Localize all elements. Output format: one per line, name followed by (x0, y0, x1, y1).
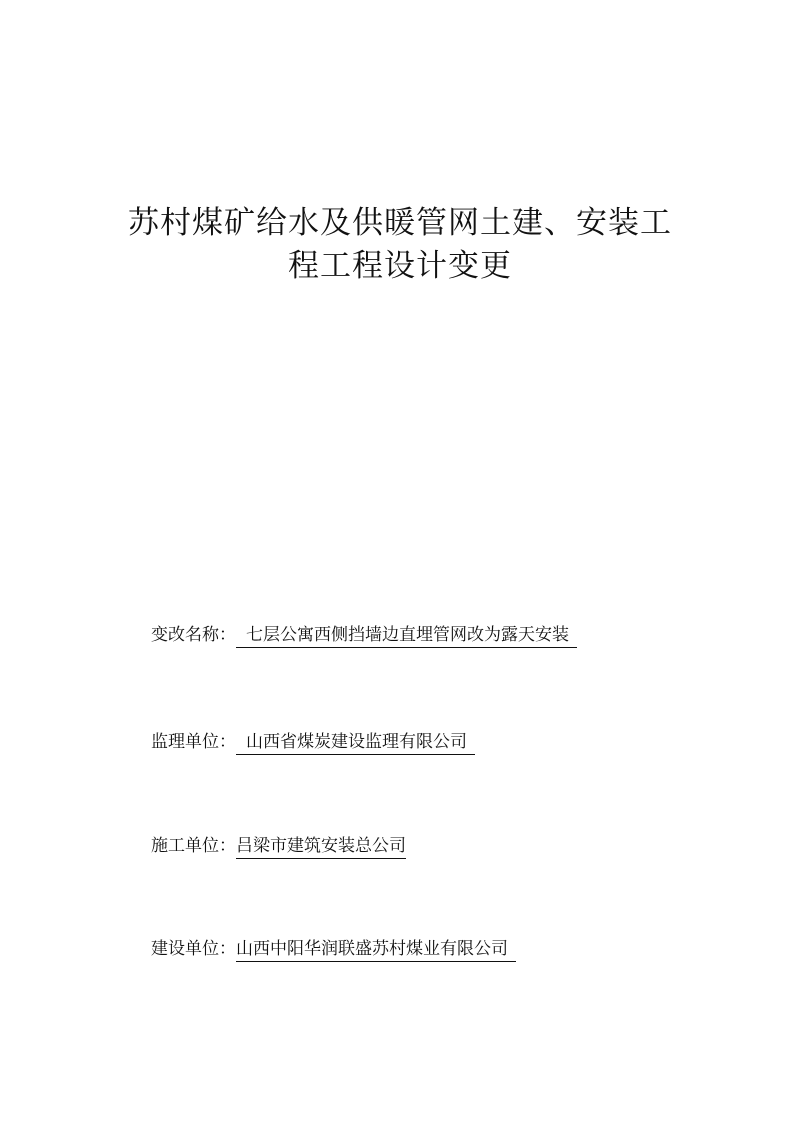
field-supervision-unit (151, 731, 475, 755)
field-label: 施工单位： (151, 836, 236, 856)
field-label: 建设单位： (151, 939, 236, 959)
field-value: 山西省煤炭建设监理有限公司 (236, 731, 475, 755)
field-value: 七层公寓西侧挡墙边直埋管网改为露天安装 (236, 624, 577, 648)
field-owner-unit (151, 938, 516, 962)
field-construction-unit (151, 835, 406, 859)
field-label: 监理单位： (151, 732, 236, 752)
field-value: 山西中阳华润联盛苏村煤业有限公司 (236, 938, 516, 962)
field-label: 变改名称： (151, 625, 236, 645)
field-value: 吕梁市建筑安装总公司 (236, 835, 406, 859)
field-change-name (151, 624, 577, 648)
document-title-line-2: 程工程设计变更 (288, 248, 512, 284)
document-title-line-1: 苏村煤矿给水及供暖管网土建、安装工 (128, 205, 672, 241)
